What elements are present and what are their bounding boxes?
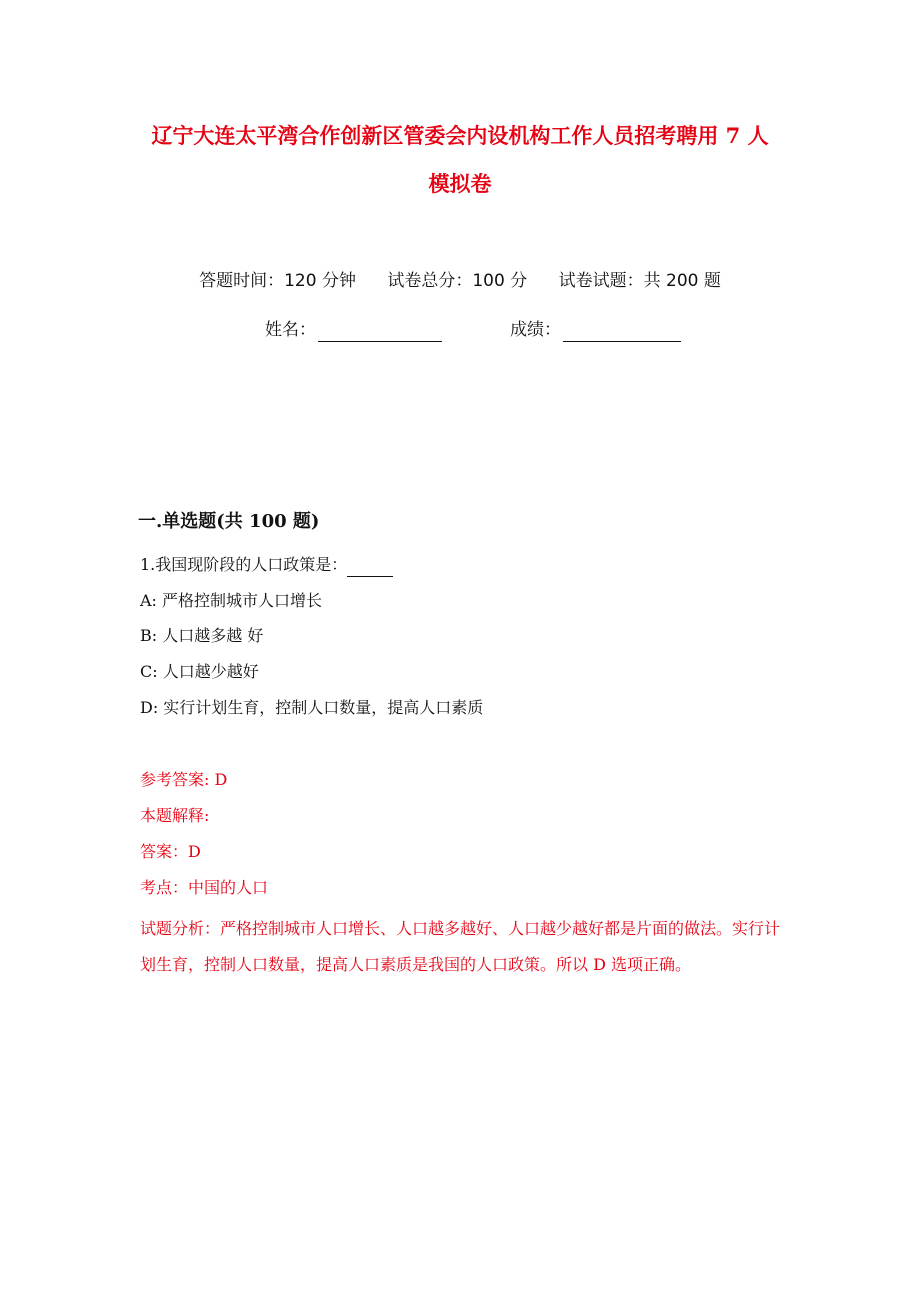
exam-title-line1: 辽宁大连太平湾合作创新区管委会内设机构工作人员招考聘用 7 人 — [151, 123, 769, 148]
option-a: A: 严格控制城市人口增长 — [140, 591, 323, 610]
answer-blank — [347, 558, 393, 577]
score-label: 成绩： — [510, 320, 561, 340]
option-c: C: 人口越少越好 — [140, 662, 259, 681]
analysis-text: 试题分析：严格控制城市人口增长、人口越多越好、人口越少越好都是片面的做法。实行计划生育，控制人口数量，提高人口素质是我国的人口政策。所以 D 选项正确。 — [140, 919, 781, 974]
exam-total-questions: 试卷试题：共 200 题 — [558, 271, 721, 291]
score-blank — [563, 321, 681, 342]
question-stem-text: 1.我国现阶段的人口政策是： — [140, 555, 348, 574]
answer-text: 答案：D — [140, 842, 201, 861]
name-field-row — [265, 318, 442, 342]
name-label: 姓名： — [265, 320, 316, 340]
name-blank — [318, 321, 442, 342]
exam-time: 答题时间：120 分钟 — [199, 271, 356, 291]
question-stem — [140, 553, 393, 577]
reference-answer: 参考答案: D — [140, 770, 228, 789]
explanation-label: 本题解释: — [140, 806, 210, 825]
option-d: D: 实行计划生育，控制人口数量，提高人口素质 — [140, 698, 484, 717]
exam-title-line2: 模拟卷 — [428, 171, 492, 196]
score-field-row — [510, 318, 681, 342]
exam-meta-row — [0, 269, 920, 293]
option-b: B: 人口越多越 好 — [140, 626, 264, 645]
exam-total-score: 试卷总分：100 分 — [387, 271, 528, 291]
section-title: 一.单选题(共 100 题) — [138, 511, 320, 532]
knowledge-point: 考点：中国的人口 — [140, 878, 269, 897]
